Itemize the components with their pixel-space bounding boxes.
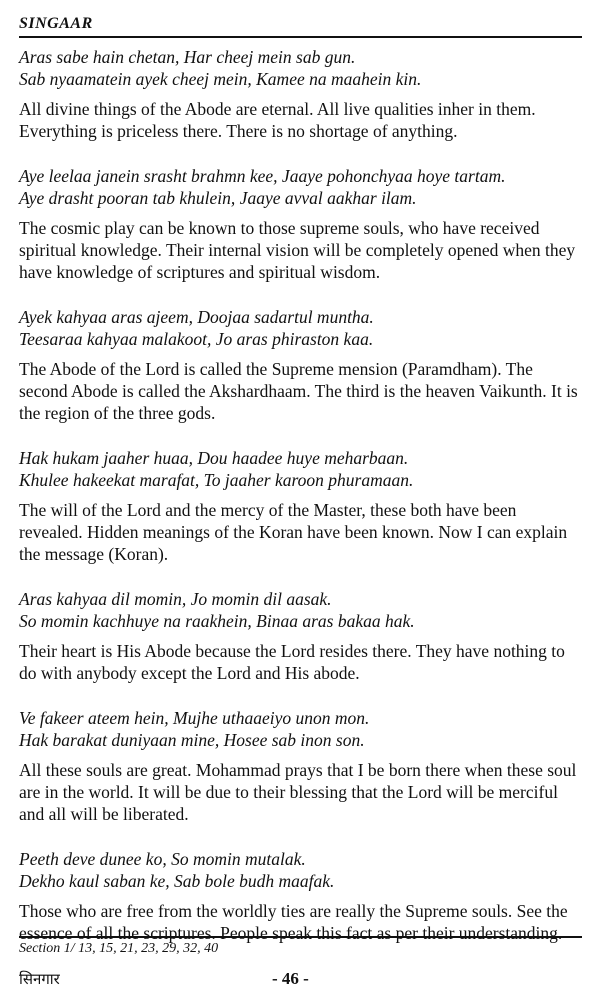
verse-meaning: The cosmic play can be known to those supreme souls, who have received spiritual knowledge. Their internal vision will be completely opened when they have knowledge of scriptures and spiritual wisdom.	[19, 218, 576, 282]
verse-line: Aye leelaa janein srasht brahmn kee, Jaaye pohonchyaa hoye tartam.	[19, 166, 506, 186]
stanza-4	[19, 447, 584, 565]
verse-meaning: The will of the Lord and the mercy of the Master, these both have been revealed. Hidden meanings of the Koran have been known. Now I can explain the message (Koran).	[19, 500, 568, 564]
footer-rule	[19, 936, 582, 938]
verse-line: Hak barakat duniyaan mine, Hosee sab inon son.	[19, 730, 365, 750]
verse-meaning: All divine things of the Abode are eternal. All live qualities inher in them. Everything is priceless there. There is no shortage of anything.	[19, 99, 536, 141]
verse-line: So momin kachhuye na raakhein, Binaa aras bakaa hak.	[19, 611, 415, 631]
stanza-2	[19, 165, 584, 283]
stanza-7	[19, 848, 584, 944]
page-header	[19, 8, 582, 38]
verse-line: Ayek kahyaa aras ajeem, Doojaa sadartul muntha.	[19, 307, 374, 327]
verse-line: Peeth deve dunee ko, So momin mutalak.	[19, 849, 306, 869]
verse-meaning: All these souls are great. Mohammad prays that I be born there when these soul are in the world. It will be due to their blessing that the Lord will be merciful and all will be liberated.	[19, 760, 577, 824]
stanza-3	[19, 306, 584, 424]
verse-line: Khulee hakeekat marafat, To jaaher karoon phuramaan.	[19, 470, 414, 490]
section-reference: Section 1/ 13, 15, 21, 23, 29, 32, 40	[19, 941, 219, 956]
page-number: - 46 -	[272, 969, 309, 988]
stanza-5	[19, 588, 584, 684]
verse-line: Teesaraa kahyaa malakoot, Jo aras phiraston kaa.	[19, 329, 374, 349]
running-head: SINGAAR	[19, 15, 93, 32]
verse-line: Aye drasht pooran tab khulein, Jaaye avval aakhar ilam.	[19, 188, 417, 208]
verse-line: Sab nyaamatein ayek cheej mein, Kamee na maahein kin.	[19, 69, 422, 89]
verse-meaning: Those who are free from the worldly ties are really the Supreme souls. See the essence of all the scriptures. People speak this fact as per their understanding.	[19, 901, 568, 943]
verse-meaning: The Abode of the Lord is called the Supreme mension (Paramdham). The second Abode is called the Akshardhaam. The third is the heaven Vaikunth. It is the region of the three gods.	[19, 359, 578, 423]
stanza-1	[19, 46, 584, 142]
verse-line: Ve fakeer ateem hein, Mujhe uthaaeiyo unon mon.	[19, 708, 370, 728]
verse-line: Dekho kaul saban ke, Sab bole budh maafak.	[19, 871, 335, 891]
verse-line: Hak hukam jaaher huaa, Dou haadee huye meharbaan.	[19, 448, 409, 468]
footer-title-hindi: सिनगार	[19, 970, 60, 988]
verse-meaning: Their heart is His Abode because the Lord resides there. They have nothing to do with anybody except the Lord and His abode.	[19, 641, 565, 683]
verse-line: Aras sabe hain chetan, Har cheej mein sab gun.	[19, 47, 356, 67]
page-content	[19, 46, 584, 944]
stanza-6	[19, 707, 584, 825]
verse-line: Aras kahyaa dil momin, Jo momin dil aasak.	[19, 589, 332, 609]
